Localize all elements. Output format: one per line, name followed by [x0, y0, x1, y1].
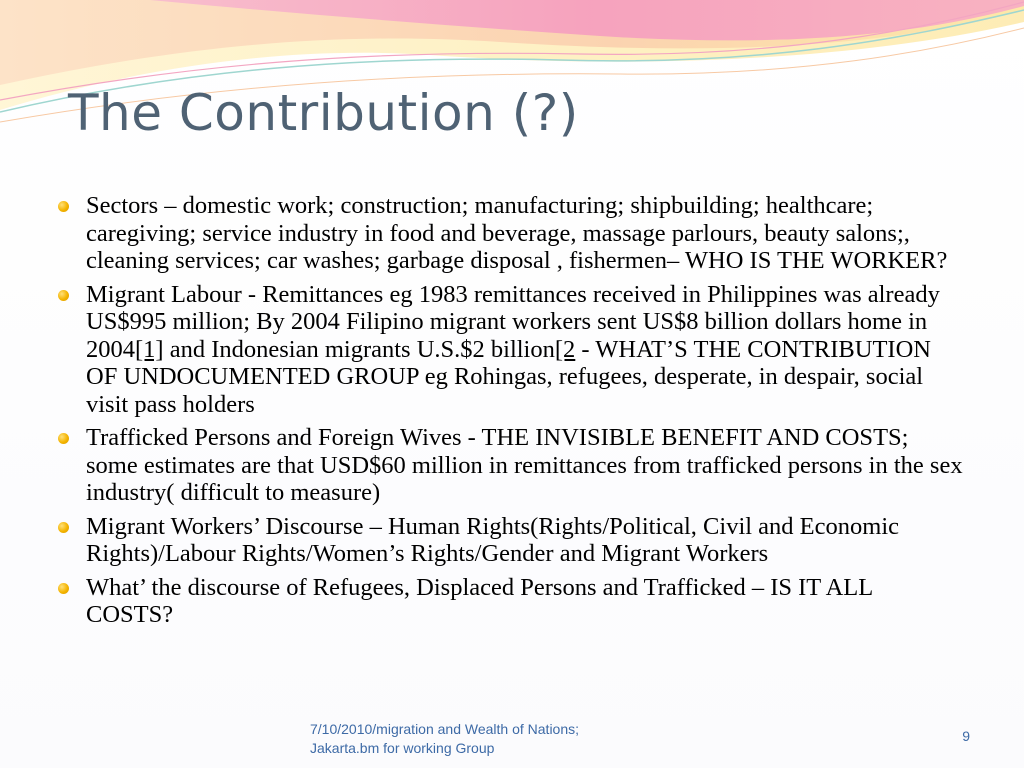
round-bullet-icon	[58, 290, 69, 301]
bullet-migrant-labour	[58, 281, 963, 419]
bullet-text: Sectors – domestic work; construction; manufacturing; shipbuilding; healthcare; caregiving; service industry in food and beverage, massage parlours, beauty salons;, cleaning services; car washes; garbage disposal , fishermen– WHO IS THE WORKER?	[86, 192, 948, 274]
footnote-link-2[interactable]: [2	[554, 335, 576, 363]
bullet-text: Trafficked Persons and Foreign Wives - THE INVISIBLE BENEFIT AND COSTS; some estimates are that USD$60 million in remittances from trafficked persons in the sex industry( difficult to measure)	[86, 424, 963, 506]
round-bullet-icon	[58, 201, 69, 212]
bullet-text: Migrant Workers’ Discourse – Human Rights(Rights/Political, Civil and Economic Rights)/Labour Rights/Women’s Rights/Gender and Migrant Workers	[86, 512, 900, 567]
round-bullet-icon	[58, 583, 69, 594]
bullet-text: What’ the discourse of Refugees, Displaced Persons and Trafficked – IS IT ALL COSTS?	[86, 573, 873, 628]
bullet-text: and Indonesian migrants U.S.$2 billion	[163, 335, 555, 363]
page-number: 9	[962, 728, 970, 744]
bullet-list	[58, 192, 963, 635]
bullet-migrant-discourse	[58, 513, 963, 568]
footnote-link-1[interactable]: [1]	[135, 335, 164, 363]
bullet-trafficked-persons	[58, 424, 963, 507]
bullet-sectors	[58, 192, 963, 275]
footer-line: 7/10/2010/migration and Wealth of Nations;	[310, 721, 580, 737]
footer-line: Jakarta.bm for working Group	[310, 740, 495, 756]
round-bullet-icon	[58, 433, 69, 444]
bullet-refugees-discourse	[58, 574, 963, 629]
bullet-text: Migrant Labour - Remittances eg 1983 remittances received in Philippines was already US$995 million; By 2004 Filipino migrant workers sent US$8 billion dollars home in 2004	[86, 280, 940, 363]
slide-title: The Contribution (?)	[68, 84, 579, 142]
slide-footer	[310, 720, 670, 758]
round-bullet-icon	[58, 522, 69, 533]
bullet-text: - WHAT’S THE CONTRIBUTION OF UNDOCUMENTED GROUP eg Rohingas, refugees, desperate, in despair, social visit pass holders	[86, 335, 931, 418]
